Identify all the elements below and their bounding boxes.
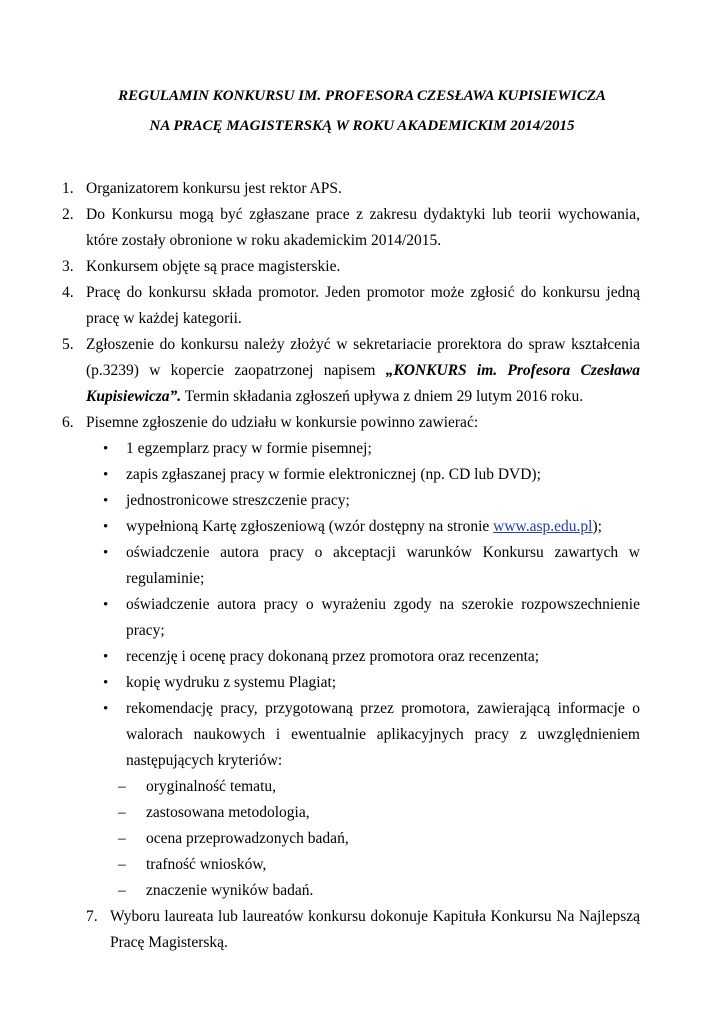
bullet-text: 1 egzemplarz pracy w formie pisemnej; — [126, 440, 372, 457]
item-number: 4. — [62, 284, 74, 301]
list-item-5 — [0, 332, 724, 410]
title-cap: R — [118, 88, 129, 104]
document-title-line-2 — [0, 118, 724, 135]
title-cap: N — [149, 118, 161, 134]
title-word: RACĘ MAGISTERSKĄ W ROKU AKADEMICKIM — [182, 118, 511, 134]
criterion-text: oryginalność tematu, — [146, 778, 276, 795]
item-text: Organizatorem konkursu jest rektor APS. — [86, 180, 342, 197]
item-text: Zgłoszenie do konkursu należy złożyć w sekretariacie prorektora do spraw kształcenia (p.3239) w kopercie zaopatrzonej napisem — [86, 336, 640, 379]
criterion-text: znaczenie wyników badań. — [146, 882, 314, 899]
title-word: UPISIEWICZA — [507, 88, 606, 104]
bullet-icon: • — [103, 441, 109, 457]
bullet-text: kopię wydruku z systemu Plagiat; — [126, 674, 337, 691]
bullet-item — [0, 696, 724, 774]
item-number: 2. — [62, 206, 74, 223]
item-text: Konkursem objęte są prace magisterskie. — [86, 258, 341, 275]
item-text-deadline: Termin składania zgłoszeń upływa z dniem 29 lutym 2016 roku. — [181, 388, 584, 405]
contest-envelope-label: „KONKURS im. Profesora Czesława Kupisiewicza”. — [86, 362, 640, 405]
criterion-item — [0, 826, 724, 852]
item-text: Do Konkursu mogą być zgłaszane prace z zakresu dydaktyki lub teorii wychowania, które zostały obronione w roku akademickim 2014/2015. — [86, 206, 640, 249]
item-number: 7. — [86, 908, 98, 925]
bullet-text-end: ); — [592, 518, 602, 535]
dash-icon: – — [118, 882, 126, 899]
criterion-item — [0, 774, 724, 800]
dash-icon: – — [118, 830, 126, 847]
title-word: A — [160, 118, 174, 134]
document-title-line-1 — [0, 88, 724, 105]
title-cap: C — [417, 88, 428, 104]
title-cap: K — [497, 88, 508, 104]
bullet-item — [0, 462, 724, 488]
title-word: ONKURSU IM. — [222, 88, 325, 104]
list-item-4 — [0, 280, 724, 332]
item-number: 3. — [62, 258, 74, 275]
bullet-text: wypełnioną Kartę zgłoszeniową (wzór dostępny na stronie — [126, 518, 494, 535]
item-number: 5. — [62, 336, 74, 353]
bullet-text: oświadczenie autora pracy o akceptacji warunków Konkursu zawartych w regulaminie; — [126, 544, 640, 587]
item-number: 6. — [62, 414, 74, 431]
list-item-1 — [0, 176, 724, 202]
bullet-icon: • — [103, 545, 109, 561]
dash-icon: – — [118, 778, 126, 795]
bullet-icon: • — [103, 675, 109, 691]
title-year: 2014/2015 — [510, 118, 575, 134]
criterion-text: zastosowana metodologia, — [146, 804, 310, 821]
item-text: Pisemne zgłoszenie do udziału w konkursie powinno zawierać: — [86, 414, 479, 431]
bullet-item — [0, 592, 724, 644]
bullet-text: zapis zgłaszanej pracy w formie elektronicznej (np. CD lub DVD); — [126, 466, 541, 483]
bullet-text: jednostronicowe streszczenie pracy; — [126, 492, 350, 509]
list-item-2 — [0, 202, 724, 254]
title-word: EGULAMIN — [128, 88, 213, 104]
title-cap: P — [173, 118, 183, 134]
dash-icon: – — [118, 856, 126, 873]
bullet-item — [0, 488, 724, 514]
bullet-text: rekomendację pracy, przygotowaną przez promotora, zawierającą informacje o walorach naukowych i ewentualnie aplikacyjnych pracy z uwzględnieniem następujących kryteriów: — [126, 700, 640, 769]
bullet-text: oświadczenie autora pracy o wyrażeniu zgody na szerokie rozpowszechnienie pracy; — [126, 596, 640, 639]
regulation-list — [0, 176, 724, 956]
title-cap: P — [324, 88, 335, 104]
required-documents-list — [0, 436, 724, 904]
bullet-item — [0, 436, 724, 462]
title-word: ROFESORA — [334, 88, 418, 104]
item-text: Wyboru laureata lub laureatów konkursu dokonuje Kapituła Konkursu Na Najlepszą Pracę Magisterską. — [110, 908, 640, 951]
criterion-item — [0, 800, 724, 826]
bullet-item — [0, 540, 724, 592]
bullet-icon: • — [103, 519, 109, 535]
bullet-text: recenzję i ocenę pracy dokonaną przez promotora oraz recenzenta; — [126, 648, 540, 665]
bullet-icon: • — [103, 467, 109, 483]
list-item-7 — [0, 904, 724, 956]
bullet-icon: • — [103, 701, 109, 717]
item-number: 1. — [62, 180, 74, 197]
bullet-item — [0, 670, 724, 696]
dash-icon: – — [118, 804, 126, 821]
title-cap: K — [212, 88, 223, 104]
item-text: Pracę do konkursu składa promotor. Jeden promotor może zgłosić do konkursu jedną pracę w każdej kategorii. — [86, 284, 640, 327]
bullet-item — [0, 644, 724, 670]
criterion-item — [0, 852, 724, 878]
bullet-icon: • — [103, 649, 109, 665]
criterion-text: trafność wniosków, — [146, 856, 267, 873]
asp-website-link[interactable]: www.asp.edu.pl — [493, 518, 593, 535]
criterion-text: ocena przeprowadzonych badań, — [146, 830, 349, 847]
bullet-icon: • — [103, 493, 109, 509]
bullet-icon: • — [103, 597, 109, 613]
bullet-item — [0, 514, 724, 540]
list-item-3 — [0, 254, 724, 280]
list-item-6 — [0, 410, 724, 436]
title-word: ZESŁAWA — [427, 88, 498, 104]
criterion-item — [0, 878, 724, 904]
